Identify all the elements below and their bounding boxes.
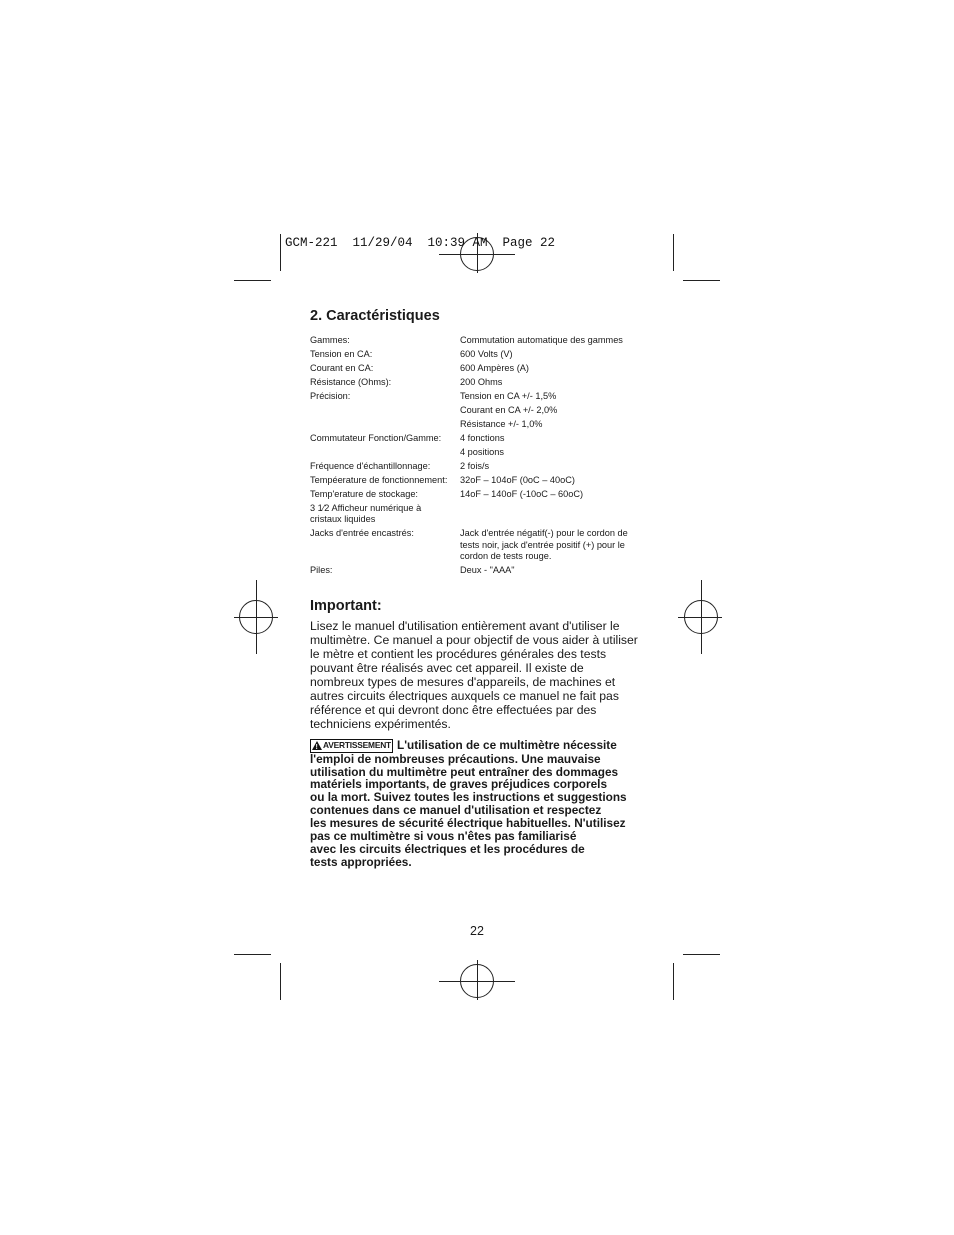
spec-label: Temp'erature de stockage:: [310, 489, 418, 499]
spec-label: Jacks d'entrée encastrés:: [310, 528, 414, 539]
spec-row: [310, 349, 650, 360]
spec-row: [310, 489, 650, 500]
spec-label: Gammes:: [310, 335, 350, 345]
specifications-table: [310, 335, 650, 577]
spec-row: [310, 377, 650, 388]
spec-value: 600 Volts (V): [460, 349, 513, 359]
spec-value: Tension en CA +/- 1,5% Courant en CA +/- 2,0% Résistance +/- 1,0%: [460, 391, 558, 429]
spec-value: 600 Ampères (A): [460, 363, 529, 373]
warning-line: matériels importants, de graves préjudices corporels: [310, 777, 608, 792]
warning-triangle-icon: [312, 741, 322, 750]
spec-label: Tempéerature de fonctionnement:: [310, 475, 448, 485]
spec-row: [310, 335, 650, 346]
spec-label: Précision:: [310, 391, 351, 401]
crop-mark-top-right-vertical: [673, 234, 674, 271]
crop-mark-bottom-right-horizontal: [683, 954, 720, 955]
spec-value: 2 fois/s: [460, 461, 490, 471]
crop-mark-bottom-left-horizontal: [234, 954, 271, 955]
spec-value: Deux - "AAA": [460, 565, 515, 576]
spec-value: 14oF – 140oF (-10oC – 60oC): [460, 489, 584, 499]
crop-mark-top-left-vertical: [280, 234, 281, 271]
spec-value: [460, 503, 650, 526]
spec-value: Jack d'entrée négatif(-) pour le cordon de tests noir, jack d'entrée positif (+) pour le cordon de tests rouge.: [460, 528, 628, 562]
spec-label: Fréquence d'échantillonnage:: [310, 461, 431, 471]
crop-mark-top-right-horizontal: [683, 280, 720, 281]
warning-line: pas ce multimètre si vous n'êtes pas familiarisé: [310, 829, 577, 844]
spec-row: [310, 363, 650, 374]
crop-mark-bottom-right-vertical: [673, 963, 674, 1000]
spec-label: 3 1⁄2 Afficheur numérique à cristaux liquides: [310, 503, 422, 525]
printer-slug-line: GCM-221 11/29/04 10:39 AM Page 22: [285, 236, 556, 250]
spec-row: [310, 565, 650, 576]
warning-line: ou la mort. Suivez toutes les instructions et suggestions: [310, 790, 627, 805]
spec-label: Courant en CA:: [310, 363, 374, 373]
crop-mark-bottom-left-vertical: [280, 963, 281, 1000]
spec-label: Résistance (Ohms):: [310, 377, 392, 387]
page-number: 22: [470, 924, 484, 938]
spec-row: [310, 461, 650, 472]
section-title: 2. Caractéristiques: [310, 308, 440, 324]
spec-row: [310, 475, 650, 486]
spec-value: 32oF – 104oF (0oC – 40oC): [460, 475, 575, 485]
page-content: [310, 306, 650, 869]
warning-line: l'emploi de nombreuses précautions. Une mauvaise: [310, 751, 601, 766]
warning-line: les mesures de sécurité électrique habituelles. N'utilisez: [310, 816, 626, 831]
spec-value: Commutation automatique des gammes: [460, 335, 623, 345]
spec-row: [310, 433, 650, 458]
warning-badge: [310, 739, 393, 753]
warning-line: utilisation du multimètre peut entraîner des dommages: [310, 764, 619, 779]
crop-mark-top-left-horizontal: [234, 280, 271, 281]
important-paragraph: Lisez le manuel d'utilisation entièrement avant d'utiliser le multimètre. Ce manuel a pour objectif de vous aider à utiliser le mètre et contient les procédures générales des tests pouvant être réalisés avec cet appareil. Il existe de nombreux types de mesures d'appareils, de machines et autres circuits électriques auxquels ce manuel ne fait pas référence et qui devront donc être effectuées par des techniciens expérimentés.: [310, 618, 638, 731]
spec-value: 200 Ohms: [460, 377, 503, 387]
spec-label: Commutateur Fonction/Gamme:: [310, 433, 442, 443]
warning-line: tests appropriées.: [310, 854, 412, 869]
warning-badge-label: AVERTISSEMENT: [323, 740, 391, 751]
warning-line: avec les circuits électriques et les procédures de: [310, 841, 585, 856]
spec-label: Tension en CA:: [310, 349, 373, 359]
warning-line: L'utilisation de ce multimètre nécessite: [396, 737, 617, 752]
spec-row: [310, 391, 650, 430]
spec-label: Piles:: [310, 565, 333, 576]
important-heading: Important:: [310, 597, 382, 614]
spec-row: [310, 503, 650, 526]
spec-value: 4 fonctions 4 positions: [460, 433, 505, 457]
warning-block: [310, 739, 640, 869]
spec-row: [310, 528, 650, 562]
warning-line: contenues dans ce manuel d'utilisation et respectez: [310, 803, 602, 818]
